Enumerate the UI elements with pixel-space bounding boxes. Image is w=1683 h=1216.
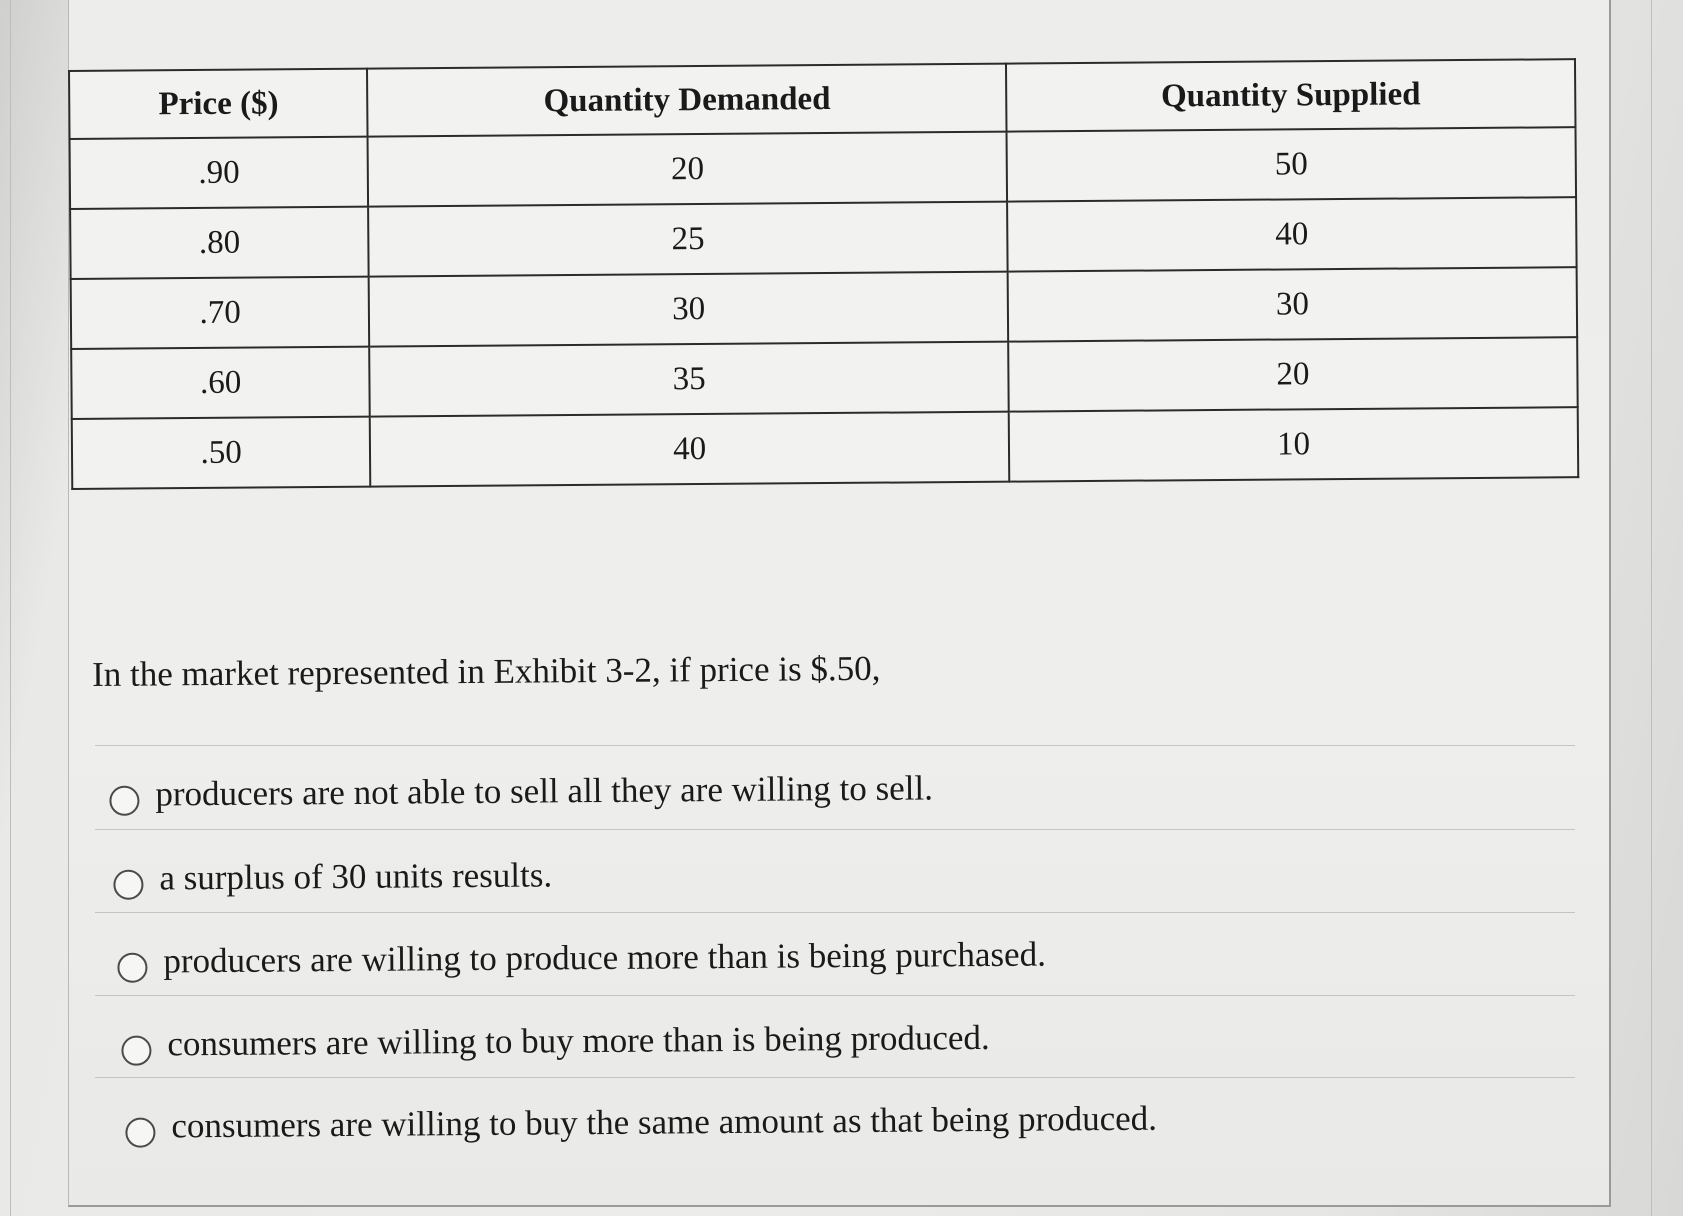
header-quantity-supplied: Quantity Supplied [1006, 59, 1575, 131]
cell-quantity-supplied: 30 [1008, 267, 1577, 341]
answer-option[interactable] [95, 983, 1566, 1075]
header-quantity-demanded: Quantity Demanded [367, 64, 1006, 137]
option-label[interactable]: consumers are willing to buy the same amount as that being produced. [171, 1098, 1158, 1146]
table-row [70, 127, 1577, 209]
cell-quantity-supplied: 40 [1007, 197, 1576, 271]
exhibit-table [68, 58, 1579, 490]
option-label[interactable]: producers are not able to sell all they are willing to sell. [155, 768, 934, 814]
radio-button[interactable] [121, 1036, 151, 1066]
cell-price: .80 [70, 207, 369, 279]
cell-price: .90 [70, 137, 369, 209]
radio-button[interactable] [113, 870, 143, 900]
table-row [71, 267, 1578, 349]
cell-quantity-supplied: 50 [1007, 127, 1576, 201]
answer-option[interactable] [95, 900, 1566, 992]
cell-quantity-demanded: 35 [370, 342, 1009, 417]
option-label[interactable]: consumers are willing to buy more than is being produced. [167, 1017, 990, 1064]
cell-price: .60 [71, 347, 370, 419]
cell-price: .70 [71, 277, 370, 349]
cell-quantity-demanded: 30 [369, 272, 1008, 347]
radio-button[interactable] [125, 1118, 155, 1148]
option-label[interactable]: producers are willing to produce more than is being purchased. [163, 934, 1047, 981]
table-row [70, 197, 1577, 279]
cell-quantity-supplied: 10 [1009, 407, 1578, 481]
question-text: In the market represented in Exhibit 3-2, if price is $.50, [92, 648, 881, 694]
radio-button[interactable] [117, 953, 147, 983]
cell-quantity-demanded: 20 [368, 132, 1007, 207]
answer-option[interactable] [95, 733, 1566, 825]
radio-button[interactable] [109, 786, 139, 816]
option-label[interactable]: a surplus of 30 units results. [159, 855, 553, 898]
cell-quantity-demanded: 40 [370, 412, 1009, 487]
header-price: Price ($) [69, 69, 368, 139]
table-row [72, 407, 1579, 489]
cell-quantity-supplied: 20 [1008, 337, 1577, 411]
answer-option[interactable] [95, 817, 1566, 909]
cell-quantity-demanded: 25 [369, 202, 1008, 277]
cell-price: .50 [72, 417, 371, 489]
answer-option[interactable] [95, 1065, 1566, 1157]
table-row [71, 337, 1578, 419]
table-header-row [69, 59, 1575, 139]
